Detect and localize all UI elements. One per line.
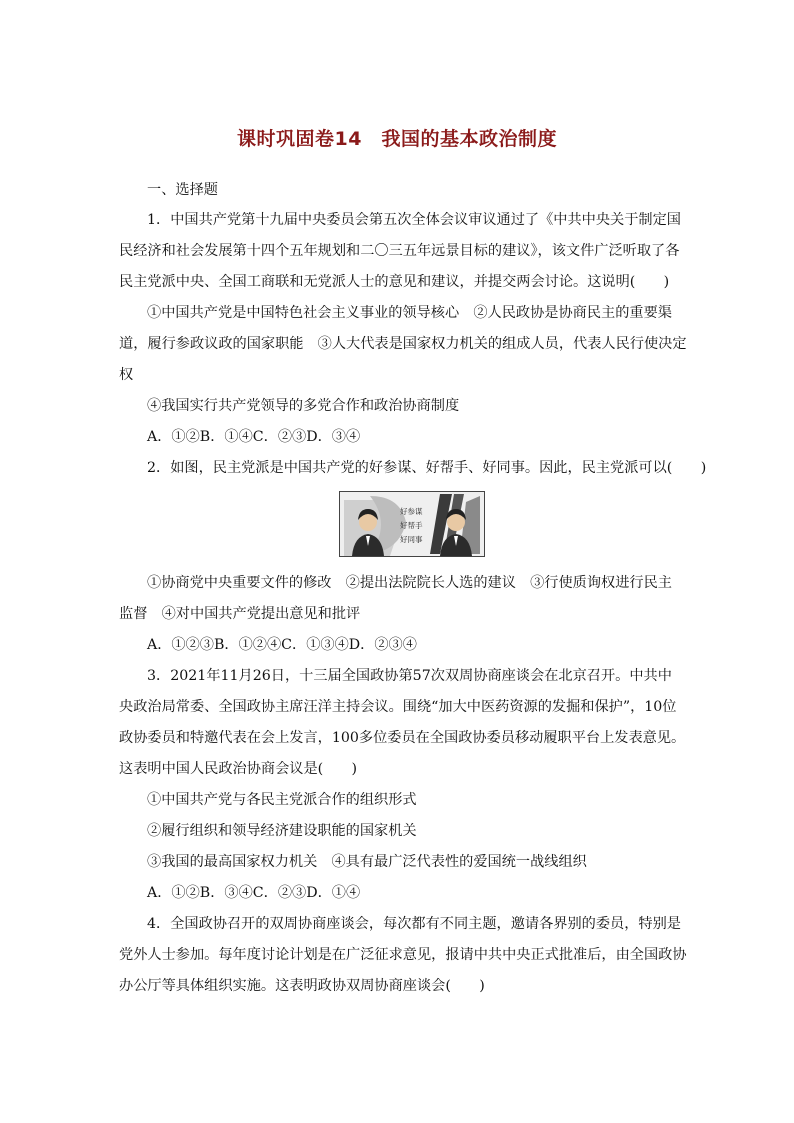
q1-stem-line-2: 民经济和社会发展第十四个五年规划和二〇三五年远景目标的建议》，该文件广泛听取了各 [119,243,680,259]
q4-stem-line-1: 4．全国政协召开的双周协商座谈会，每次都有不同主题，邀请各界别的委员，特别是 [147,916,681,932]
q2-choice-line-2: 监督 ④对中国共产党提出意见和批评 [119,606,361,622]
q3-choice-line-1: ①中国共产党与各民主党派合作的组织形式 [147,792,417,808]
q3-stem-line-4: 这表明中国人民政治协商会议是( ) [119,761,358,777]
q4-stem-line-3: 办公厅等具体组织实施。这表明政协双周协商座谈会( ) [119,978,485,994]
q3-stem-line-2: 央政治局常委、全国政协主席汪洋主持会议。围绕“加大中医药资源的发掘和保护”，10位 [119,699,677,715]
q1-options: A．①②B．①④C．②③D．③④ [147,429,361,445]
q1-choice-line-3: 权 [119,367,134,383]
page-title: 课时巩固卷14 我国的基本政治制度 [237,128,557,150]
q1-choice-line-2: 道，履行参政议政的国家职能 ③人大代表是国家权力机关的组成人员，代表人民行使决定 [119,336,687,352]
q3-options: A．①②B．③④C．②③D．①④ [147,885,361,901]
figure-label-3: 好同事 [400,535,423,544]
q4-stem-line-2: 党外人士参加。每年度讨论计划是在广泛征求意见，报请中共中央正式批准后，由全国政协 [119,947,687,963]
q1-stem-line-3: 民主党派中央、全国工商联和无党派人士的意见和建议，并提交两会讨论。这说明( ) [119,274,670,290]
q3-choice-line-3: ③我国的最高国家权力机关 ④具有最广泛代表性的爱国统一战线组织 [147,854,587,870]
q1-choice-line-4: ④我国实行共产党领导的多党合作和政治协商制度 [147,398,460,414]
q2-choice-line-1: ①协商党中央重要文件的修改 ②提出法院院长人选的建议 ③行使质询权进行民主 [147,575,672,591]
q3-stem-line-3: 政协委员和特邀代表在会上发言，100多位委员在全国政协委员移动履职平台上发表意见。 [119,730,686,746]
q2-options: A．①②③B．①②④C．①③④D．②③④ [147,637,417,653]
q2-illustration [339,491,485,557]
q1-choice-line-1: ①中国共产党是中国特色社会主义事业的领导核心 ②人民政协是协商民主的重要渠 [147,305,672,321]
figure-label-1: 好参谋 [400,507,423,516]
q2-stem: 2．如图，民主党派是中国共产党的好参谋、好帮手、好同事。因此，民主党派可以( ) [147,460,707,476]
figure-label-2: 好帮手 [400,521,423,530]
q1-stem-line-1: 1．中国共产党第十九届中央委员会第五次全体会议审议通过了《中共中央关于制定国 [147,212,681,228]
q3-stem-line-1: 3．2021年11月26日，十三届全国政协第57次双周协商座谈会在北京召开。中共中 [147,668,672,684]
section-heading: 一、选择题 [147,182,218,198]
q3-choice-line-2: ②履行组织和领导经济建设职能的国家机关 [147,823,417,839]
